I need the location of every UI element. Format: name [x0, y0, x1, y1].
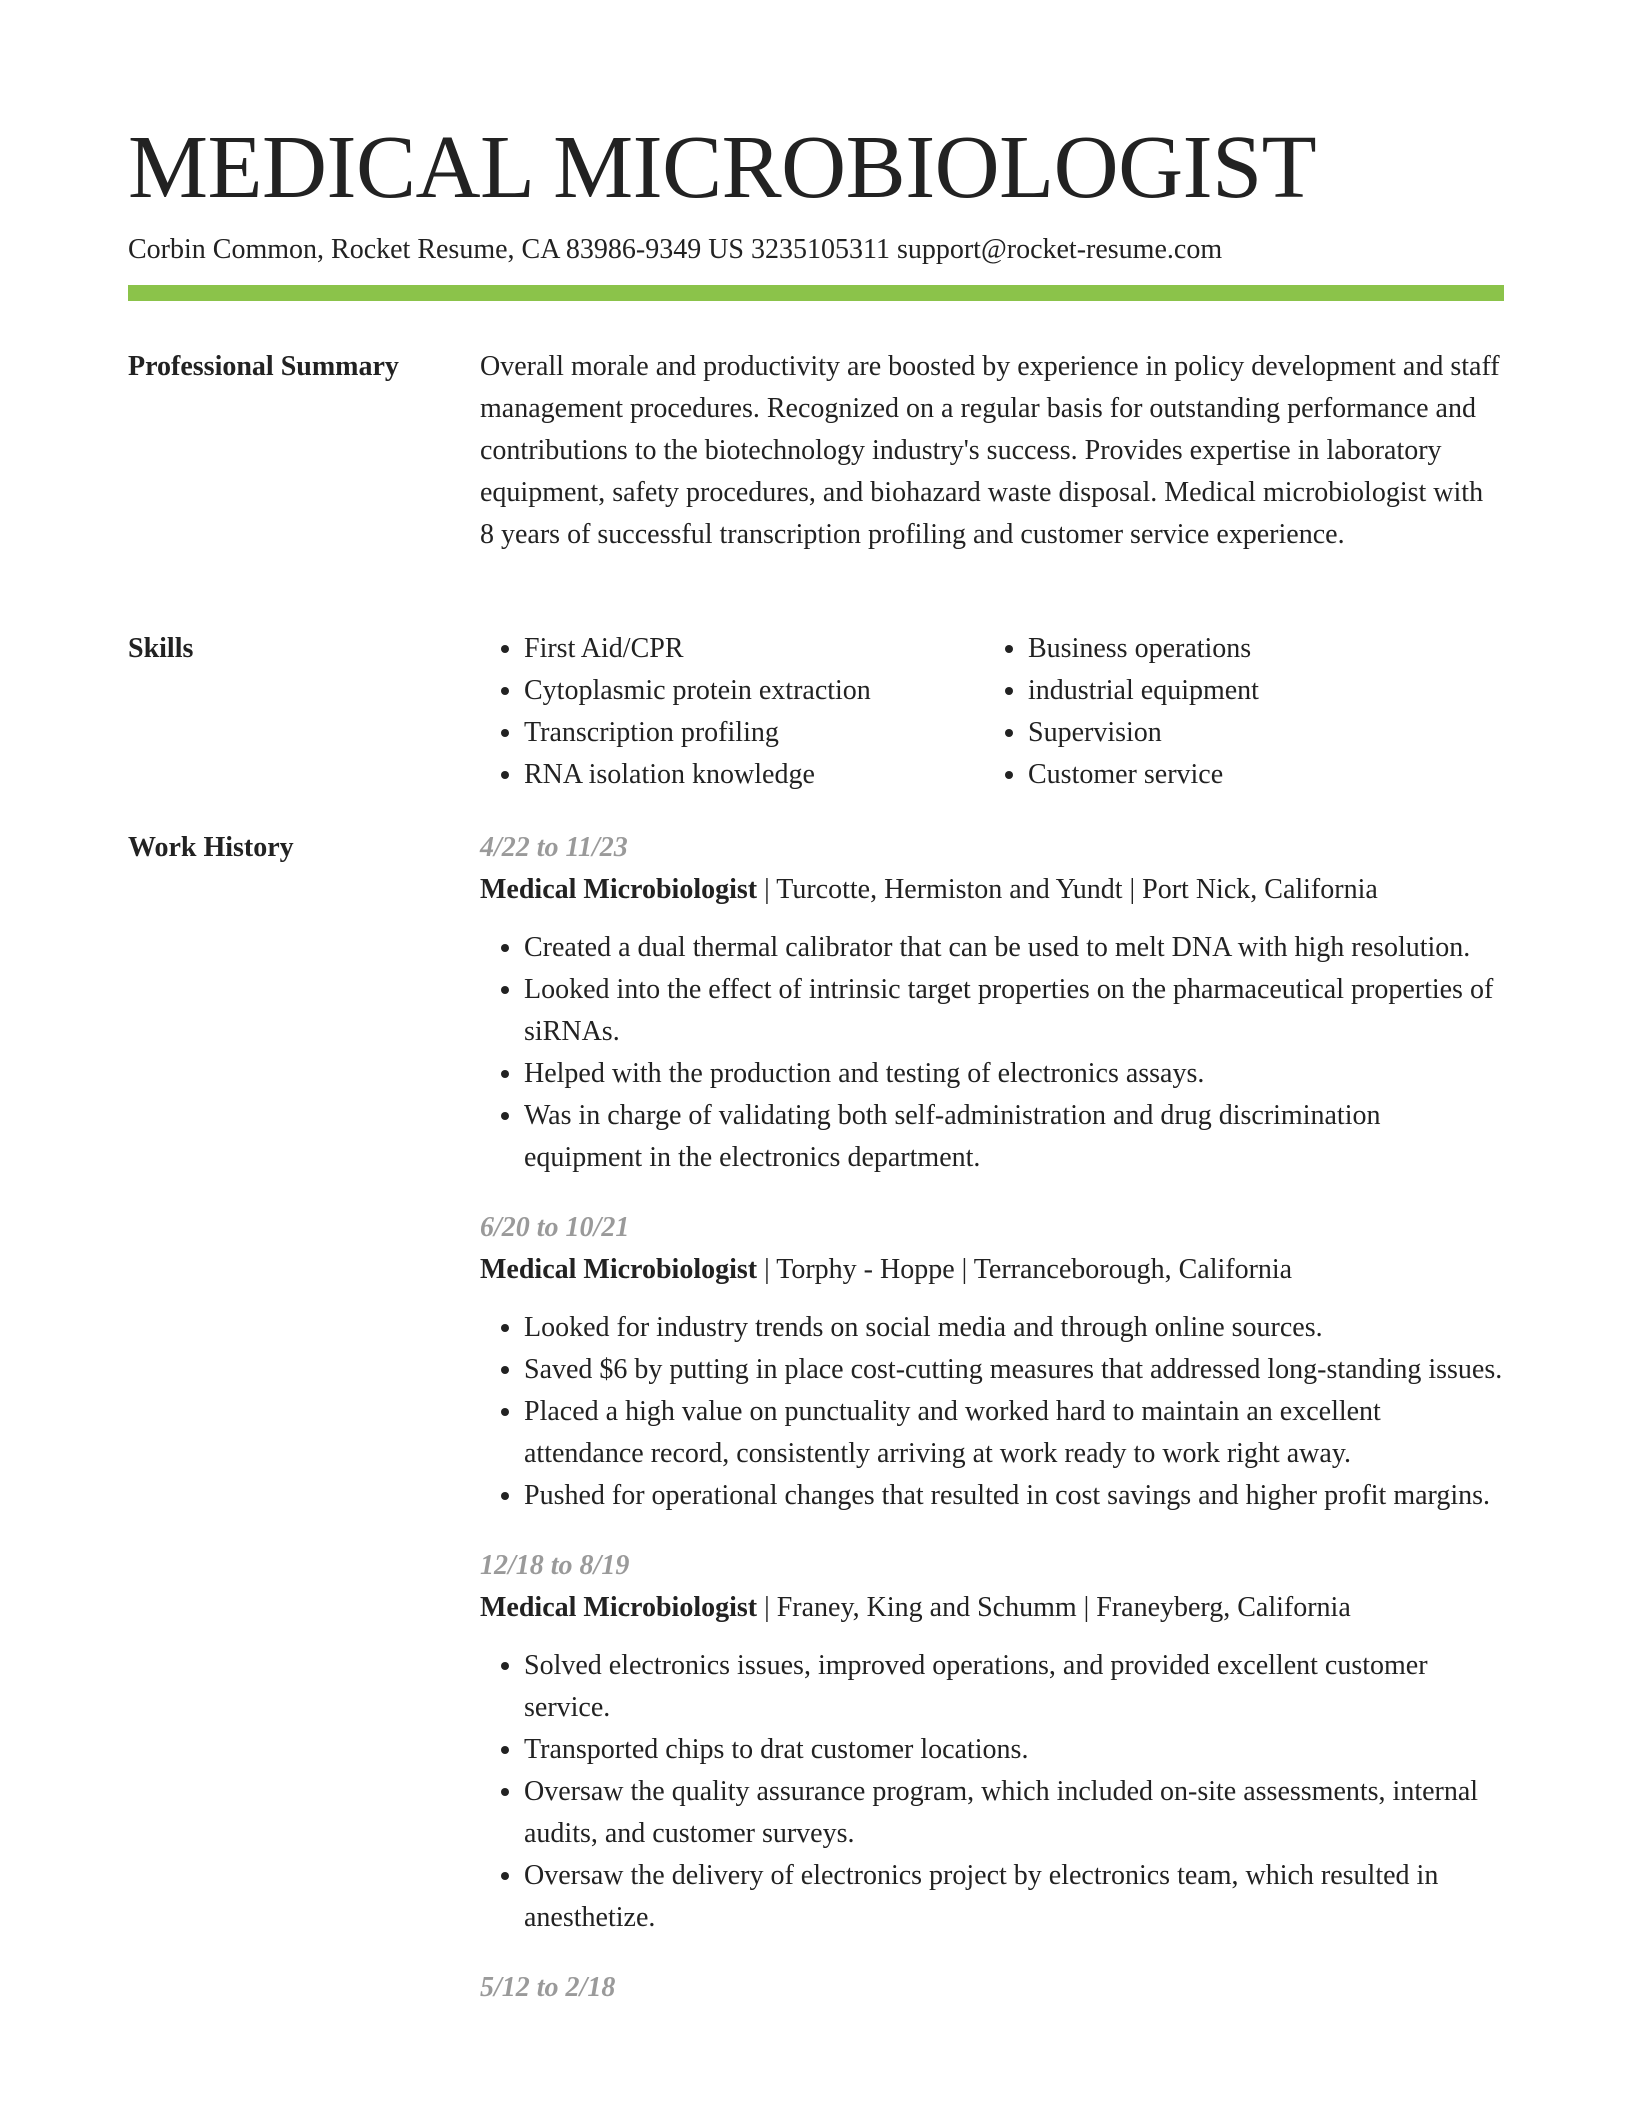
summary-text: Overall morale and productivity are boosted by experience in policy development and staff management procedures. Recognized on a regular basis for outstanding performance and contributions to the biotechnology industry's success. Provides expertise in laboratory equipment, safety procedures, and biohazard waste disposal. Medical microbiologist with 8 years of successful transcription profiling and customer service experience.: [480, 351, 1500, 550]
job-title: Medical Microbiologist: [480, 1592, 758, 1623]
job-title: Medical Microbiologist: [480, 874, 758, 905]
job-entry: [480, 827, 1504, 1179]
contact-line: Corbin Common, Rocket Resume, CA 83986-9349 US 3235105311 support@rocket-resume.com: [128, 234, 1223, 265]
job-bullet: • Saved $6 by putting in place cost-cutting measures that addressed long-standing issues.: [524, 1349, 1504, 1391]
job-dates: 5/12 to 2/18: [480, 1972, 616, 2003]
job-header: [480, 1587, 1504, 1629]
job-entry: [480, 1207, 1504, 1517]
job-bullet: • Was in charge of validating both self-administration and drug discrimination equipment in the electronics department.: [524, 1095, 1504, 1179]
job-bullet: • Pushed for operational changes that resulted in cost savings and higher profit margins.: [524, 1475, 1504, 1517]
job-entry: [480, 1545, 1504, 1939]
skill-item: • Cytoplasmic protein extraction: [524, 670, 984, 712]
job-bullet: • Oversaw the quality assurance program, which included on-site assessments, internal audits, and customer surveys.: [524, 1771, 1504, 1855]
job-bullet: • Looked for industry trends on social media and through online sources.: [524, 1307, 1504, 1349]
job-header: [480, 1249, 1504, 1291]
work-history-title: Work History: [128, 832, 294, 863]
summary-body: [480, 346, 1504, 556]
skills-column-right: [984, 628, 1488, 796]
job-dates: 12/18 to 8/19: [480, 1550, 630, 1581]
job-dates: 6/20 to 10/21: [480, 1212, 630, 1243]
job-bullet: • Created a dual thermal calibrator that can be used to melt DNA with high resolution.: [524, 927, 1504, 969]
work-history-body: [480, 827, 1504, 2037]
job-bullet: • Looked into the effect of intrinsic target properties on the pharmaceutical properties of siRNAs.: [524, 969, 1504, 1053]
job-entry: [480, 1967, 1504, 2009]
accent-divider: [128, 285, 1504, 301]
job-title: Medical Microbiologist: [480, 1254, 758, 1285]
skills-title: Skills: [128, 633, 194, 664]
job-company-location: | Turcotte, Hermiston and Yundt | Port Nick, California: [757, 874, 1378, 905]
job-dates: 4/22 to 11/23: [480, 832, 628, 863]
job-bullet: • Transported chips to drat customer locations.: [524, 1729, 1504, 1771]
summary-title: Professional Summary: [128, 351, 399, 382]
job-bullet: • Solved electronics issues, improved operations, and provided excellent customer service.: [524, 1645, 1504, 1729]
skill-item: • RNA isolation knowledge: [524, 754, 984, 796]
skill-item: • First Aid/CPR: [524, 628, 984, 670]
job-header: [480, 869, 1504, 911]
skills-body: [480, 628, 1504, 796]
resume-name-heading: MEDICAL MICROBIOLOGIST: [128, 118, 1317, 217]
job-bullet: • Placed a high value on punctuality and worked hard to maintain an excellent attendance record, consistently arriving at work ready to work right away.: [524, 1391, 1504, 1475]
job-company-location: | Franey, King and Schumm | Franeyberg, California: [757, 1592, 1351, 1623]
skill-item: • Business operations: [1028, 628, 1488, 670]
skills-column-left: [480, 628, 984, 796]
job-bullet: • Oversaw the delivery of electronics project by electronics team, which resulted in anesthetize.: [524, 1855, 1504, 1939]
job-bullet: • Helped with the production and testing of electronics assays.: [524, 1053, 1504, 1095]
skill-item: • Transcription profiling: [524, 712, 984, 754]
skill-item: • Customer service: [1028, 754, 1488, 796]
skill-item: • industrial equipment: [1028, 670, 1488, 712]
job-company-location: | Torphy - Hoppe | Terranceborough, California: [757, 1254, 1293, 1285]
skill-item: • Supervision: [1028, 712, 1488, 754]
